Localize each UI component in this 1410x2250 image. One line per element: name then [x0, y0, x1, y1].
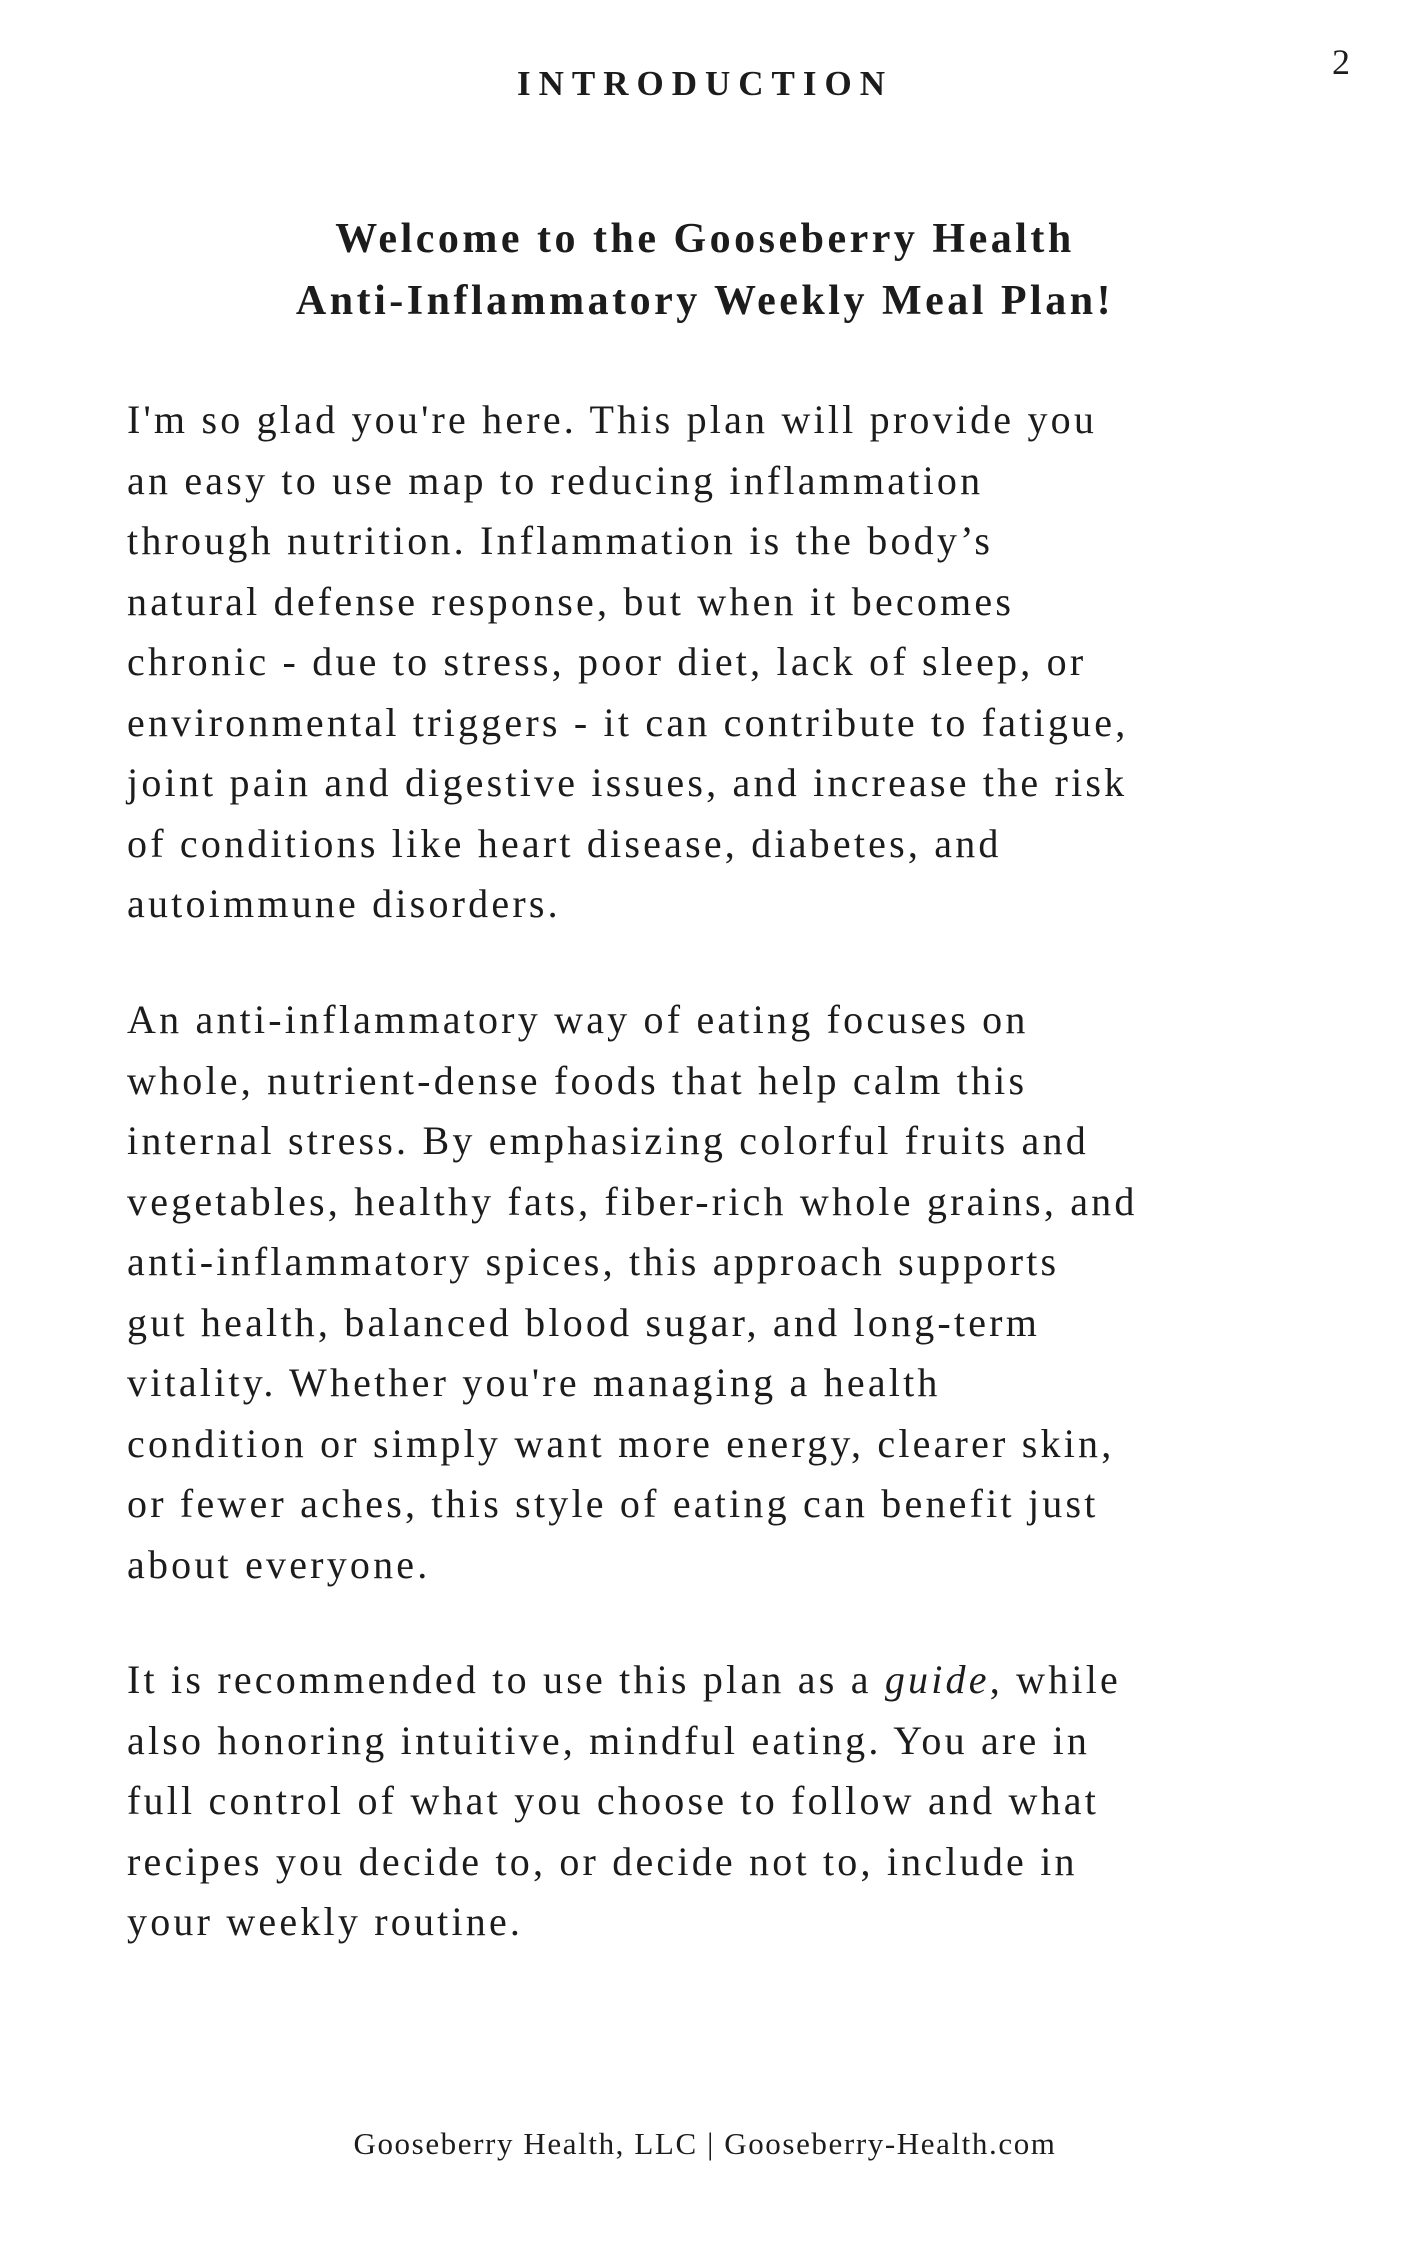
page-number: 2	[1332, 42, 1350, 82]
text-run: It is recommended to use this plan as a	[127, 1657, 885, 1702]
paragraph-line: vitality. Whether you're managing a health	[127, 1360, 941, 1405]
paragraph-line: anti-inflammatory spices, this approach supports	[127, 1239, 1060, 1284]
paragraph-line: gut health, balanced blood sugar, and long-term	[127, 1299, 1041, 1345]
emphasis-guide: guide	[884, 1657, 990, 1702]
paragraph-intro	[127, 390, 1297, 935]
paragraph-line: recipes you decide to, or decide not to, include in	[127, 1838, 1078, 1884]
paragraph-line: your weekly routine.	[127, 1899, 524, 1944]
paragraph-line: chronic - due to stress, poor diet, lack of sleep, or	[127, 639, 1087, 684]
text-run: , while	[989, 1657, 1121, 1702]
paragraph-line: about everyone.	[127, 1541, 431, 1587]
title-line-2: Anti-Inflammatory Weekly Meal Plan!	[295, 278, 1115, 324]
paragraph-line: an easy to use map to reducing inflammation	[127, 457, 984, 503]
title-line-1: Welcome to the Gooseberry Health	[335, 216, 1075, 262]
paragraph-line	[127, 1650, 1297, 1711]
paragraph-line: condition or simply want more energy, clearer skin,	[127, 1420, 1115, 1466]
paragraph-line: I'm so glad you're here. This plan will provide you	[127, 397, 1098, 442]
footer: Gooseberry Health, LLC | Gooseberry-Health.com	[353, 2126, 1057, 2161]
section-heading: INTRODUCTION	[516, 64, 894, 103]
paragraph-line: environmental triggers - it can contribute to fatigue,	[127, 699, 1129, 745]
paragraph-guide	[127, 1650, 1297, 1953]
paragraph-line: full control of what you choose to follow and what	[127, 1778, 1100, 1823]
paragraph-line: through nutrition. Inflammation is the body’s	[127, 518, 994, 563]
paragraph-line: or fewer aches, this style of eating can benefit just	[127, 1481, 1099, 1526]
paragraph-line: autoimmune disorders.	[127, 881, 561, 926]
paragraph-line: vegetables, healthy fats, fiber-rich whole grains, and	[127, 1178, 1138, 1224]
page-title	[0, 208, 1410, 332]
paragraph-line: also honoring intuitive, mindful eating. You are in	[127, 1717, 1091, 1763]
paragraph-line: of conditions like heart disease, diabetes, and	[127, 820, 1002, 866]
paragraph-anti-inflammatory	[127, 990, 1297, 1595]
paragraph-line: natural defense response, but when it becomes	[127, 578, 1015, 624]
paragraph-line: internal stress. By emphasizing colorful fruits and	[127, 1118, 1089, 1163]
paragraph-line: An anti-inflammatory way of eating focuses on	[127, 997, 1029, 1042]
paragraph-line: joint pain and digestive issues, and increase the risk	[127, 760, 1128, 805]
paragraph-line: whole, nutrient-dense foods that help calm this	[127, 1057, 1028, 1103]
